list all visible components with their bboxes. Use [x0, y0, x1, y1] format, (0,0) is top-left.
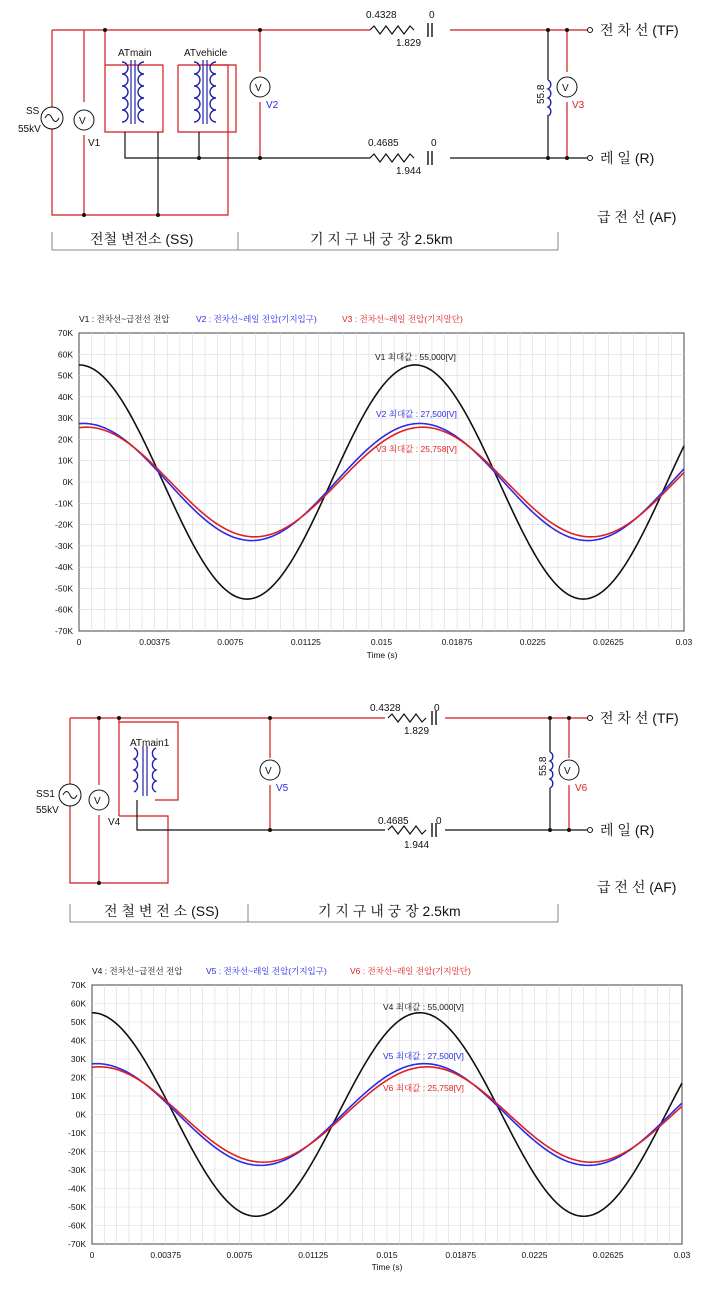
x-tick-label: 0.01875: [441, 637, 473, 647]
label-af: 급 전 선 (AF): [597, 879, 677, 895]
y-tick-label: -30K: [55, 540, 73, 551]
voltmeter-icon: [74, 110, 94, 130]
feeder-bottom-x: 1.944: [396, 166, 422, 177]
y-tick-label: -30K: [68, 1165, 86, 1175]
x-tick-label: 0.02625: [592, 1250, 624, 1260]
resistor-icon: [370, 23, 450, 37]
svg-text:V: V: [562, 83, 569, 94]
source-name: SS: [26, 106, 40, 117]
legend-v1: V1 : 전차선~급전선 전압: [79, 314, 170, 324]
y-tick-label: -50K: [55, 583, 73, 594]
meter-label-v4: V4: [108, 817, 121, 828]
svg-text:V: V: [79, 116, 86, 127]
meter-label-v1: V1: [88, 138, 101, 149]
label-tf: 전 차 선 (TF): [600, 710, 679, 726]
meter-label-v5: V5: [276, 783, 289, 794]
y-tick-label: 40K: [57, 391, 73, 402]
y-tick-label: 10K: [57, 455, 73, 466]
y-tick-label: 0K: [75, 1109, 86, 1120]
chart-2: [0, 960, 713, 1289]
label-tf: 전 차 선 (TF): [600, 22, 679, 38]
feeder-top-x: 1.829: [404, 726, 430, 737]
ac-source-icon: [59, 784, 81, 806]
feeder-top-c: 0: [429, 10, 435, 21]
transformer-icon: [122, 60, 144, 124]
chart-1: [0, 300, 713, 670]
inductor-icon: [550, 752, 553, 788]
source-value: 55kV: [36, 805, 59, 816]
annotation-v2: V2 최대값 : 27,500[V]: [376, 409, 457, 419]
x-tick-label: 0: [76, 637, 82, 647]
x-tick-label: 0.015: [376, 1250, 398, 1260]
label-af: 급 전 선 (AF): [597, 209, 677, 225]
y-tick-label: 30K: [70, 1054, 86, 1064]
y-tick-label: -40K: [55, 562, 73, 573]
y-tick-label: 70K: [70, 980, 86, 990]
legend-v2: V2 : 전차선~레일 전압(기지입구): [196, 314, 317, 324]
annotation-v6: V6 최대값 : 25,758[V]: [383, 1083, 464, 1093]
y-tick-label: -60K: [68, 1220, 86, 1231]
legend-v6: V6 : 전차선~레일 전압(기지말단): [350, 966, 471, 976]
feeder-bottom-r: 0.4685: [378, 816, 409, 827]
feeder-bottom-x: 1.944: [404, 840, 430, 851]
x-tick-label: 0.03: [675, 637, 693, 647]
section-ss: 전 철 변 전 소 (SS): [104, 903, 220, 919]
transformer-label: ATmain1: [130, 738, 170, 749]
x-tick-label: 0.01875: [445, 1250, 477, 1260]
svg-text:V: V: [94, 796, 101, 807]
circuit-diagram-2: [0, 690, 713, 930]
section-line: 기 지 구 내 궁 장 2.5km: [318, 903, 461, 919]
x-tick-label: 0.02625: [593, 637, 624, 647]
y-tick-label: -20K: [55, 519, 73, 530]
voltmeter-icon: [260, 760, 280, 780]
svg-text:V: V: [265, 766, 272, 777]
y-tick-label: 20K: [57, 434, 73, 445]
legend-v4: V4 : 전차선~급전선 전압: [92, 966, 183, 976]
x-axis-label: Time (s): [371, 1262, 403, 1272]
x-tick-label: 0.0075: [226, 1250, 253, 1260]
x-tick-label: 0.01125: [290, 637, 321, 647]
x-tick-label: 0: [89, 1250, 95, 1260]
y-tick-label: 10K: [70, 1091, 86, 1101]
source-value: 55kV: [18, 124, 41, 135]
svg-text:V: V: [255, 83, 262, 94]
y-tick-label: 0K: [62, 477, 73, 487]
x-tick-label: 0.01125: [298, 1250, 329, 1260]
y-tick-label: 70K: [57, 328, 73, 338]
legend-v3: V3 : 전차선~레일 전압(기지말단): [342, 314, 463, 324]
feeder-top-c: 0: [434, 703, 440, 714]
meter-label-v6: V6: [575, 783, 588, 794]
svg-text:V: V: [564, 766, 571, 777]
y-tick-label: 60K: [70, 998, 86, 1009]
feeder-top-x: 1.829: [396, 38, 422, 49]
annotation-v5: V5 최대값 : 27,500[V]: [383, 1051, 464, 1061]
y-tick-label: 60K: [57, 349, 73, 360]
inductor-icon: [548, 80, 551, 116]
x-tick-label: 0.03: [673, 1250, 691, 1260]
resistor-icon: [370, 151, 450, 165]
ac-source-icon: [41, 107, 63, 129]
section-line: 기 지 구 내 궁 장 2.5km: [310, 231, 453, 247]
transformer-label-1: ATmain: [118, 48, 152, 59]
y-tick-label: -20K: [68, 1146, 86, 1157]
voltmeter-icon: [559, 760, 579, 780]
section-ss: 전철 변전소 (SS): [90, 231, 194, 247]
meter-label-v3: V3: [572, 100, 585, 111]
feeder-top-r: 0.4328: [366, 10, 397, 21]
annotation-v4: V4 최대값 : 55,000[V]: [383, 1002, 464, 1012]
x-tick-label: 0.00375: [139, 637, 170, 647]
feeder-bottom-c: 0: [436, 816, 442, 827]
x-tick-label: 0.015: [370, 637, 393, 647]
transformer-icon: [194, 60, 216, 124]
feeder-top-r: 0.4328: [370, 703, 401, 714]
load-value: 55.8: [536, 84, 547, 104]
y-tick-label: 50K: [70, 1017, 86, 1027]
load-value: 55.8: [538, 756, 549, 776]
y-tick-label: -10K: [68, 1128, 86, 1138]
y-tick-label: 30K: [57, 413, 73, 424]
voltmeter-icon: [89, 790, 109, 810]
y-tick-label: -60K: [55, 604, 73, 615]
y-tick-label: -40K: [68, 1183, 86, 1194]
annotation-v1: V1 최대값 : 55,000[V]: [375, 352, 456, 362]
transformer-label-2: ATvehicle: [184, 48, 228, 59]
label-r: 레 일 (R): [600, 150, 655, 166]
legend-v5: V5 : 전차선~레일 전압(기지입구): [206, 966, 327, 976]
voltmeter-icon: [250, 77, 270, 97]
annotation-v3: V3 최대값 : 25,758[V]: [376, 444, 457, 454]
source-name: SS1: [36, 789, 55, 800]
circuit-diagram-1: [0, 0, 713, 260]
y-tick-label: 40K: [70, 1035, 86, 1046]
label-r: 레 일 (R): [600, 822, 655, 838]
y-tick-label: 20K: [70, 1072, 86, 1083]
x-tick-label: 0.00375: [150, 1250, 182, 1260]
feeder-bottom-c: 0: [431, 138, 437, 149]
y-tick-label: -10K: [55, 498, 73, 509]
x-tick-label: 0.0225: [521, 1250, 548, 1260]
x-axis-label: Time (s): [366, 650, 398, 660]
y-tick-label: 50K: [57, 370, 73, 381]
y-tick-label: -50K: [68, 1202, 86, 1212]
x-tick-label: 0.0225: [519, 637, 546, 647]
meter-label-v2: V2: [266, 100, 279, 111]
feeder-bottom-r: 0.4685: [368, 138, 399, 149]
x-tick-label: 0.0075: [217, 637, 244, 647]
voltmeter-icon: [557, 77, 577, 97]
y-tick-label: -70K: [68, 1239, 86, 1249]
transformer-icon: [134, 746, 156, 796]
y-tick-label: -70K: [55, 626, 73, 636]
